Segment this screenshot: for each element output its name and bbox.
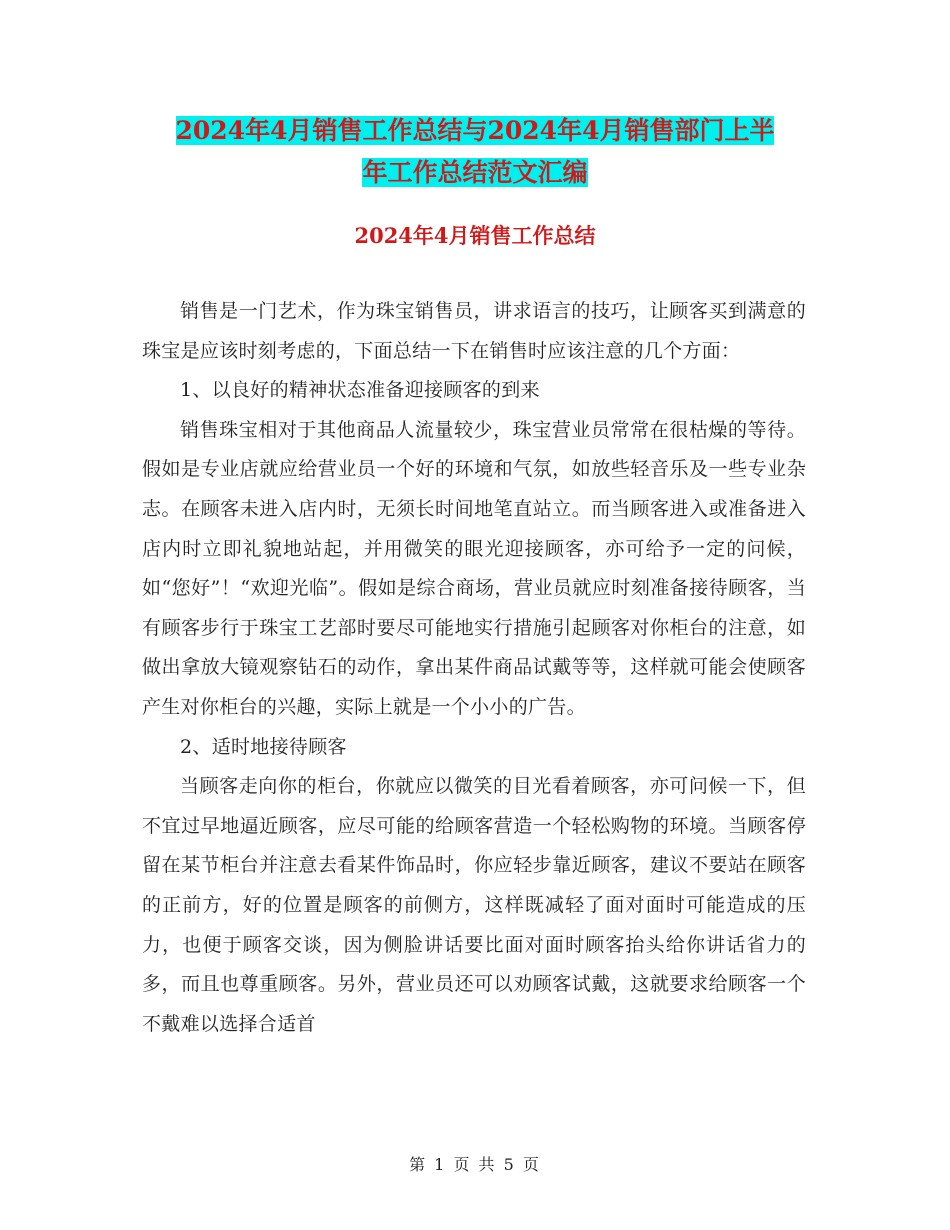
- document-title-line2-text: 年工作总结范文汇编: [362, 158, 588, 187]
- document-title-line1-text: 2024年4月销售工作总结与2024年4月销售部门上半: [175, 116, 775, 145]
- paragraph-heading-1: 1、以良好的精神状态准备迎接顾客的到来: [180, 379, 540, 402]
- paragraph-body-1: 销售珠宝相对于其他商品人流量较少，珠宝营业员常常在很枯燥的等待。假如是专业店就应给营业员一个好的环境和气氛，如放些轻音乐及一些专业杂志。在顾客未进入店内时，无须长时间地笔直站立。而当顾客进入或准备进入店内时立即礼貌地站起，并用微笑的眼光迎接顾客，亦可给予一定的问候，如“您好”！“欢迎光临”。假如是综合商场，营业员就应时刻准备接待顾客，当有顾客步行于珠宝工艺部时要尽可能地实行措施引起顾客对你柜台的注意，如做出拿放大镜观察钻石的动作，拿出某件商品试戴等等，这样就可能会使顾客产生对你柜台的兴趣，实际上就是一个小小的广告。: [142, 418, 806, 718]
- section-title: 2024年4月销售工作总结: [354, 223, 596, 248]
- document-title-line2: [140, 148, 810, 198]
- paragraph-intro: 销售是一门艺术，作为珠宝销售员，讲求语言的技巧，让顾客买到满意的珠宝是应该时刻考虑的，下面总结一下在销售时应该注意的几个方面：: [142, 300, 806, 362]
- paragraph-body-2: 当顾客走向你的柜台，你就应以微笑的目光看着顾客，亦可问候一下，但不宜过早地逼近顾客，应尽可能的给顾客营造一个轻松购物的环境。当顾客停留在某节柜台并注意去看某件饰品时，你应轻步靠近顾客，建议不要站在顾客的正前方，好的位置是顾客的前侧方，这样既减轻了面对面时可能造成的压力，也便于顾客交谈，因为侧脸讲话要比面对面时顾客抬头给你讲话省力的多，而且也尊重顾客。另外，营业员还可以劝顾客试戴，这就要求给顾客一个不戴难以选择合适首: [142, 775, 806, 1035]
- page-footer: 第 1 页 共 5 页: [409, 1155, 541, 1174]
- paragraph-heading-2: 2、适时地接待顾客: [180, 735, 347, 758]
- body-text: [142, 292, 806, 1044]
